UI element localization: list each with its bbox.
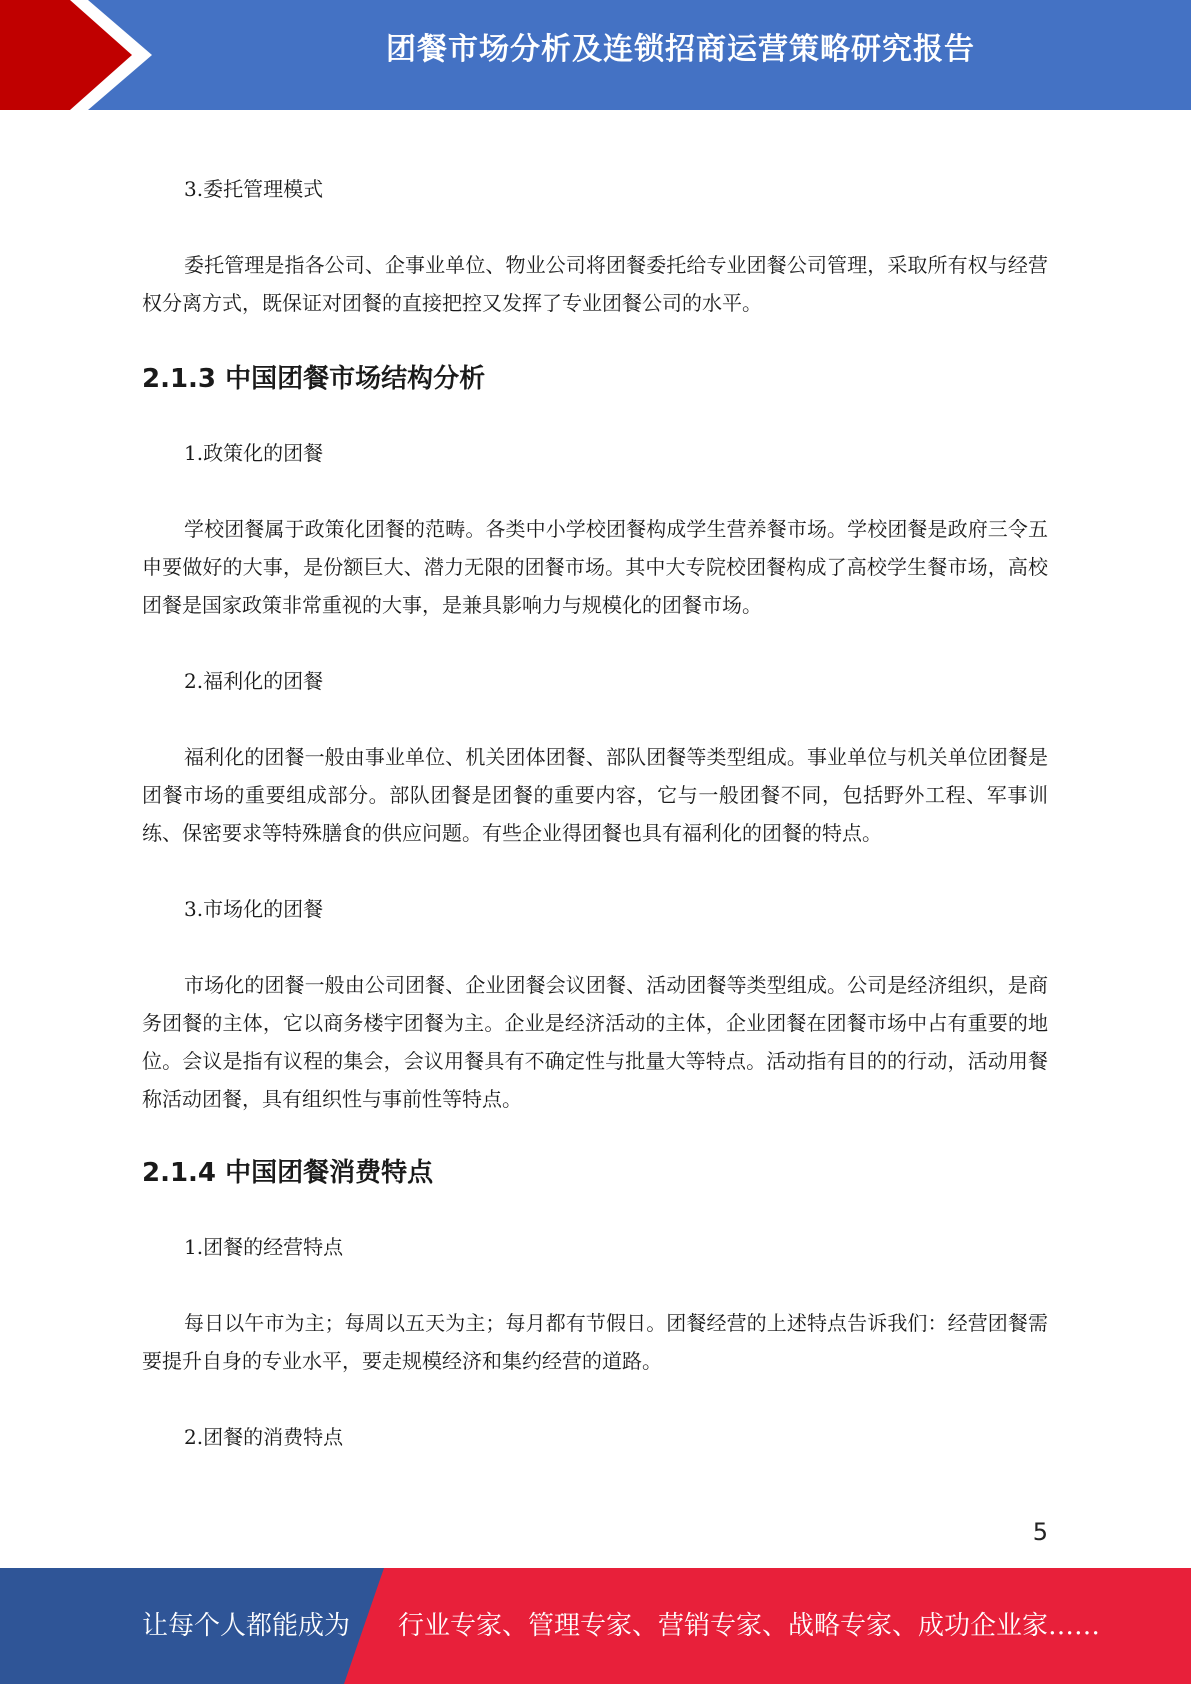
- subsection-item: 1.政策化的团餐: [184, 441, 324, 465]
- page-footer: [0, 1568, 1191, 1684]
- subsection-item: 2.福利化的团餐: [184, 669, 324, 693]
- subsection-item: 2.团餐的消费特点: [184, 1425, 344, 1449]
- section-heading: 2.1.3 中国团餐市场结构分析: [142, 364, 486, 394]
- paragraph: 每日以午市为主；每周以五天为主；每月都有节假日。团餐经营的上述特点告诉我们：经营团餐需要提升自身的专业水平，要走规模经济和集约经营的道路。: [142, 1311, 1048, 1373]
- subsection-item: 3.市场化的团餐: [184, 897, 324, 921]
- footer-slogan-right: 行业专家、管理专家、营销专家、战略专家、成功企业家……: [398, 1611, 1101, 1641]
- footer-slogan-left: 让每个人都能成为: [142, 1611, 351, 1641]
- paragraph: 福利化的团餐一般由事业单位、机关团体团餐、部队团餐等类型组成。事业单位与机关单位团餐是团餐市场的重要组成部分。部队团餐是团餐的重要内容，它与一般团餐不同，包括野外工程、军事训练、保密要求等特殊膳食的供应问题。有些企业得团餐也具有福利化的团餐的特点。: [142, 745, 1048, 845]
- subsection-item: 1.团餐的经营特点: [184, 1235, 344, 1259]
- section-heading: 2.1.4 中国团餐消费特点: [142, 1158, 434, 1188]
- subsection-item: 3.委托管理模式: [184, 177, 324, 201]
- page-header: [0, 0, 1191, 110]
- document-body: [142, 170, 1048, 1456]
- paragraph: 委托管理是指各公司、企事业单位、物业公司将团餐委托给专业团餐公司管理，采取所有权与经营权分离方式，既保证对团餐的直接把控又发挥了专业团餐公司的水平。: [142, 253, 1048, 315]
- header-title: 团餐市场分析及连锁招商运营策略研究报告: [386, 32, 975, 67]
- paragraph: 市场化的团餐一般由公司团餐、企业团餐会议团餐、活动团餐等类型组成。公司是经济组织，是商务团餐的主体，它以商务楼宇团餐为主。企业是经济活动的主体，企业团餐在团餐市场中占有重要的地位。会议是指有议程的集会，会议用餐具有不确定性与批量大等特点。活动指有目的的行动，活动用餐称活动团餐，具有组织性与事前性等特点。: [142, 973, 1048, 1111]
- paragraph: 学校团餐属于政策化团餐的范畴。各类中小学校团餐构成学生营养餐市场。学校团餐是政府三令五申要做好的大事，是份额巨大、潜力无限的团餐市场。其中大专院校团餐构成了高校学生餐市场，高校团餐是国家政策非常重视的大事，是兼具影响力与规模化的团餐市场。: [142, 517, 1048, 617]
- page-number: 5: [1032, 1518, 1048, 1546]
